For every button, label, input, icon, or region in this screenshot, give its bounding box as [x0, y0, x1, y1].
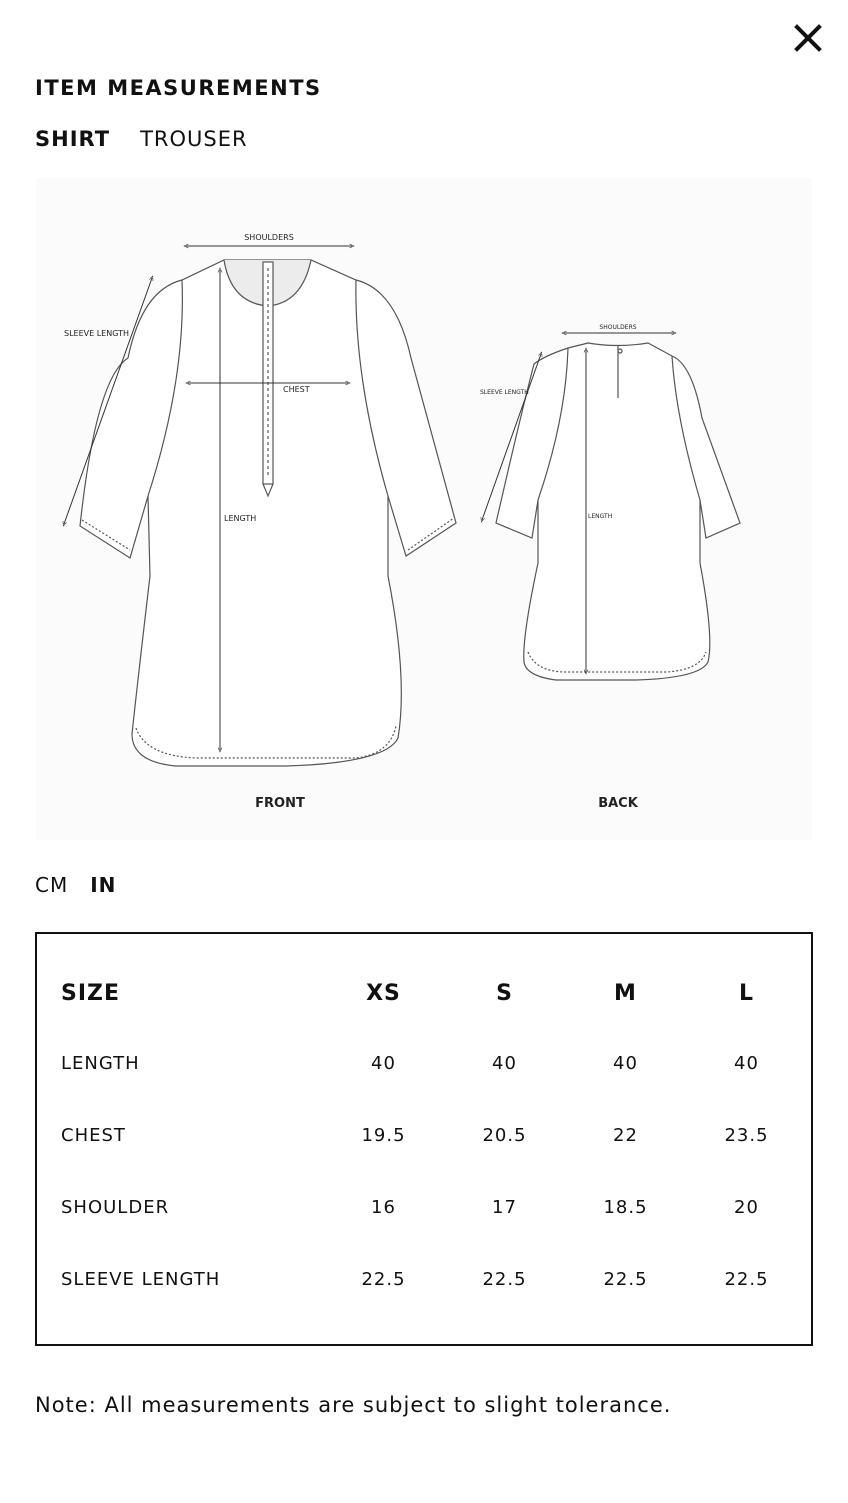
header-xs: XS: [366, 980, 401, 1006]
cell-value: 23.5: [724, 1124, 769, 1146]
header-s: S: [496, 980, 513, 1006]
garment-tabs: [35, 127, 248, 151]
front-garment: [80, 260, 456, 766]
cell-value: 20.5: [482, 1124, 527, 1146]
front-caption: FRONT: [255, 796, 305, 811]
row-label: LENGTH: [61, 1052, 140, 1074]
row-label: CHEST: [61, 1124, 126, 1146]
table-row: [61, 1171, 807, 1243]
header-size: SIZE: [61, 980, 121, 1006]
cell-value: 18.5: [603, 1196, 648, 1218]
close-button[interactable]: [790, 20, 826, 56]
header-m: M: [614, 980, 637, 1006]
table-row: [61, 1243, 807, 1315]
unit-in[interactable]: IN: [90, 873, 117, 897]
garment-illustration: [36, 178, 812, 840]
cell-value: 20: [734, 1196, 759, 1218]
back-shoulders-label: SHOULDERS: [599, 324, 637, 331]
back-length-label: LENGTH: [588, 513, 613, 520]
front-length-label: LENGTH: [224, 514, 257, 523]
cell-value: 22.5: [603, 1268, 648, 1290]
front-sleeve-length-label: SLEEVE LENGTH: [64, 329, 130, 338]
cell-value: 22.5: [361, 1268, 406, 1290]
measurement-diagram: [36, 178, 812, 840]
row-label: SHOULDER: [61, 1196, 170, 1218]
size-table: [61, 959, 807, 1315]
cell-value: 19.5: [361, 1124, 406, 1146]
cell-value: 16: [371, 1196, 396, 1218]
front-shoulders-label: SHOULDERS: [244, 233, 294, 242]
front-chest-label: CHEST: [283, 385, 310, 394]
table-row: [61, 1027, 807, 1099]
tab-trouser[interactable]: TROUSER: [140, 127, 248, 151]
cell-value: 22.5: [724, 1268, 769, 1290]
back-sleeve-length-label: SLEEVE LENGTH: [480, 389, 529, 396]
cell-value: 22: [613, 1124, 638, 1146]
cell-value: 22.5: [482, 1268, 527, 1290]
modal-title: ITEM MEASUREMENTS: [35, 76, 322, 100]
row-label: SLEEVE LENGTH: [61, 1268, 221, 1290]
cell-value: 40: [734, 1052, 759, 1074]
cell-value: 17: [492, 1196, 517, 1218]
back-caption: BACK: [598, 796, 638, 811]
tolerance-note: Note: All measurements are subject to slight tolerance.: [35, 1393, 672, 1417]
close-icon: [790, 20, 826, 56]
tab-shirt[interactable]: SHIRT: [35, 127, 111, 151]
table-row: [61, 1099, 807, 1171]
cell-value: 40: [371, 1052, 396, 1074]
cell-value: 40: [492, 1052, 517, 1074]
table-header-row: [61, 959, 807, 1027]
header-l: L: [738, 980, 755, 1006]
unit-cm[interactable]: CM: [35, 873, 69, 897]
cell-value: 40: [613, 1052, 638, 1074]
size-chart: [35, 932, 813, 1346]
unit-toggle: [35, 873, 116, 897]
